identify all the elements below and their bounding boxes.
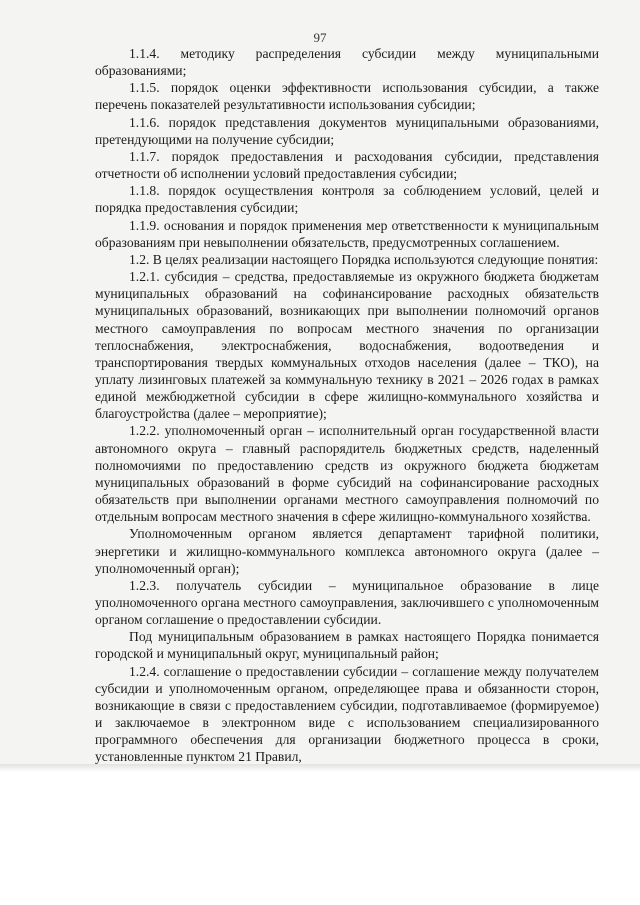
page-number: 97 [313, 30, 327, 45]
paragraph-1-1-4: 1.1.4. методику распределения субсидии между муниципальными образованиями; [95, 46, 599, 79]
paragraph-1-1-7: 1.1.7. порядок предоставления и расходования субсидии, представления отчетности об исполнении условий предоставления субсидии; [95, 148, 599, 182]
paragraph-1-1-6: 1.1.6. порядок представления документов муниципальными образованиями, претендующими на получение субсидии; [95, 114, 599, 147]
paragraph-1-2-3: 1.2.3. получатель субсидии – муниципальное образование в лице уполномоченного органа местного самоуправления, заключившего с уполномоченным органом соглашение о предоставлении субсидии. [95, 577, 599, 628]
paragraph-1-1-5: 1.1.5. порядок оценки эффективности использования субсидии, а также перечень показателей результативности использования субсидии; [95, 80, 599, 113]
document-body [95, 45, 599, 766]
paragraph-1-2-4: 1.2.4. соглашение о предоставлении субсидии – соглашение между получателем субсидии и уполномоченным органом, определяющее права и обязанности сторон, возникающие в связи с предоставлением субсидии, подготавливаемое (формируемое) и заключаемое в электронном виде с использованием специализированного программного обеспечения для организации бюджетного процесса в сроки, установленные пунктом 21 Правил, [95, 663, 599, 765]
page-bottom-edge [0, 764, 640, 772]
paragraph-1-1-8: 1.1.8. порядок осуществления контроля за соблюдением условий, целей и порядка предоставления субсидии; [95, 183, 599, 216]
paragraph-1-2: 1.2. В целях реализации настоящего Порядка используются следующие понятия: [129, 251, 599, 267]
paragraph-municipality-definition: Под муниципальным образованием в рамках настоящего Порядка понимается городской и муниципальный округ, муниципальный район; [95, 629, 599, 662]
paragraph-1-2-2: 1.2.2. уполномоченный орган – исполнительный орган государственной власти автономного округа – главный распорядитель бюджетных средств, наделенный полномочиями по предоставлению средств из окружного бюджета бюджетам муниципальных образований в форме субсидий на софинансирование расходных обязательств при выполнении органами местного самоуправления полномочий по отдельным вопросам местного значения в сфере жилищно-коммунального хозяйства. [95, 423, 599, 525]
paragraph-1-2-1: 1.2.1. субсидия – средства, предоставляемые из окружного бюджета бюджетам муниципальных образований на софинансирование расходных обязательств муниципальных образований, возникающих при выполнении полномочий органов местного самоуправления по вопросам местного значения по организации теплоснабжения, электроснабжения, водоснабжения, водоотведения и транспортирования твердых коммунальных отходов населения (далее – ТКО), на уплату лизинговых платежей за коммунальную технику в 2021 – 2026 годах в рамках единой межбюджетной субсидии в сфере жилищно-коммунального хозяйства и благоустройства (далее – мероприятие); [95, 269, 599, 422]
paragraph-1-1-9: 1.1.9. основания и порядок применения мер ответственности к муниципальным образованиям при невыполнении обязательств, предусмотренных соглашением. [95, 217, 599, 250]
paragraph-authorized-body: Уполномоченным органом является департамент тарифной политики, энергетики и жилищно-коммунального комплекса автономного округа (далее – уполномоченный орган); [95, 526, 599, 576]
